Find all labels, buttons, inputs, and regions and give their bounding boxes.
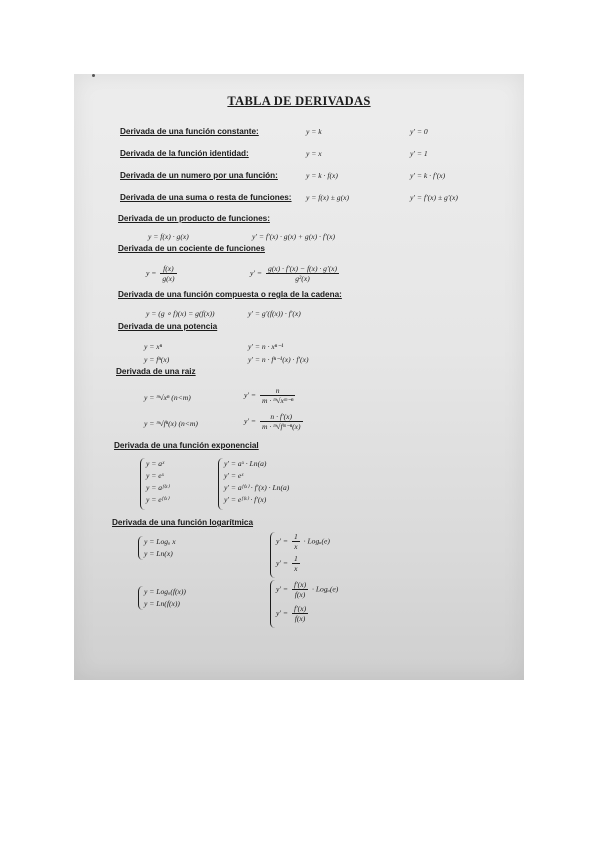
formula-log-group-1 [144, 536, 176, 560]
derivative-raiz-2-fraction [260, 412, 303, 431]
derivative-log-3-den: f(x) [294, 590, 306, 599]
brace-log-d1 [270, 532, 275, 578]
derivative-log-3 [276, 580, 338, 599]
derivative-cociente [250, 264, 341, 283]
derivative-log-1-fraction [292, 532, 300, 551]
formula-exponencial-4: y = eᶠ⁽ˣ⁾ [146, 495, 169, 504]
derivative-cociente-num: g(x) · f'(x) − f(x) · g'(x) [267, 264, 338, 273]
formula-cociente-num: f(x) [160, 264, 176, 274]
derivative-potencia-2: y' = n · fⁿ⁻¹(x) · f'(x) [248, 355, 309, 364]
derivative-raiz-2-num: n · f'(x) [260, 412, 303, 422]
derivative-producto: y' = f'(x) · g(x) + g(x) · f'(x) [252, 232, 336, 241]
derivative-log-3-prefix: y' = [276, 584, 289, 594]
heading-cociente: Derivada de un cociente de funciones [118, 244, 265, 253]
formula-log-1: y = Logₐ x [144, 537, 176, 546]
heading-logaritmica: Derivada de una función logarítmica [112, 518, 254, 527]
formula-numero: y = k · f(x) [306, 171, 338, 180]
formula-constante: y = k [306, 127, 322, 136]
derivative-raiz-1-prefix: y' = [244, 390, 257, 400]
formula-identidad: y = x [306, 149, 322, 158]
brace-log-f2 [138, 586, 143, 610]
heading-constante: Derivada de una función constante: [120, 127, 259, 136]
formula-exponencial-list [146, 458, 169, 506]
derivative-log-2-fraction [292, 554, 300, 573]
brace-exponencial-d [218, 458, 223, 510]
formula-exponencial-2: y = eˣ [146, 471, 164, 480]
derivative-cadena: y' = g'(f(x)) · f'(x) [248, 309, 301, 318]
formula-producto: y = f(x) · g(x) [148, 232, 189, 241]
derivative-log-4-num: f'(x) [293, 604, 307, 613]
formula-exponencial-1: y = aˣ [146, 459, 165, 468]
derivative-log-1 [276, 532, 330, 551]
derivative-log-1-num: 1 [293, 532, 298, 541]
formula-cociente-prefix: y = [146, 268, 157, 278]
page-title: TABLA DE DERIVADAS [227, 94, 371, 108]
formula-cociente [146, 264, 179, 283]
derivative-log-4 [276, 604, 310, 623]
derivative-constante: y' = 0 [410, 127, 428, 136]
derivative-log-1-den: x [294, 542, 298, 551]
derivative-exponencial-3: y' = aᶠ⁽ˣ⁾ · f'(x) · Ln(a) [224, 483, 290, 492]
derivative-cociente-den: g²(x) [295, 274, 310, 283]
derivative-log-3-fraction [292, 580, 308, 599]
derivative-log-2-prefix: y' = [276, 558, 289, 568]
heading-potencia: Derivada de una potencia [118, 322, 218, 331]
derivative-log-4-fraction [292, 604, 308, 623]
derivative-potencia-1: y' = n · xⁿ⁻¹ [248, 342, 284, 351]
derivative-identidad: y' = 1 [410, 149, 428, 158]
heading-cadena: Derivada de una función compuesta o regla de la cadena: [118, 290, 342, 299]
derivative-log-3-suffix: · Logₐ(e) [312, 584, 339, 594]
derivative-log-4-den: f(x) [294, 614, 306, 623]
brace-log-d2 [270, 580, 275, 628]
heading-identidad: Derivada de la función identidad: [120, 149, 249, 158]
heading-exponencial: Derivada de una función exponencial [114, 441, 259, 450]
heading-numero: Derivada de un numero por una función: [120, 171, 278, 180]
derivative-numero: y' = k · f'(x) [410, 171, 446, 180]
formula-log-4: y = Ln(f(x)) [144, 599, 180, 608]
derivative-log-2 [276, 554, 302, 573]
derivative-raiz-1 [244, 386, 297, 405]
derivative-exponencial-2: y' = eˣ [224, 471, 244, 480]
derivative-raiz-2-prefix: y' = [244, 416, 257, 426]
derivative-raiz-1-num: n [260, 386, 295, 396]
derivative-exponencial-list [224, 458, 289, 506]
formula-log-2: y = Ln(x) [144, 549, 173, 558]
derivative-log-2-num: 1 [293, 554, 298, 563]
heading-producto: Derivada de un producto de funciones: [118, 214, 270, 223]
formula-cadena: y = (g ∘ f)(x) = g(f(x)) [146, 309, 215, 318]
derivative-log-1-prefix: y' = [276, 536, 289, 546]
derivative-raiz-2-den: m · ᵐ√fᵐ⁻ⁿ(x) [261, 422, 301, 431]
derivative-suma: y' = f'(x) ± g'(x) [410, 193, 458, 202]
derivative-exponencial-1: y' = aˣ · Ln(a) [224, 459, 267, 468]
formula-raiz-2: y = ᵐ√fⁿ(x) (n<m) [144, 419, 198, 428]
brace-exponencial-f [140, 458, 145, 510]
derivative-log-4-prefix: y' = [276, 608, 289, 618]
formula-log-group-2 [144, 586, 186, 610]
derivative-cociente-prefix: y' = [250, 268, 263, 278]
formula-log-3: y = Logₐ(f(x)) [144, 587, 186, 596]
photographed-sheet [74, 74, 524, 680]
formula-raiz-1: y = ᵐ√xⁿ (n<m) [144, 393, 191, 402]
formula-exponencial-3: y = aᶠ⁽ˣ⁾ [146, 483, 170, 492]
formula-potencia-1: y = xⁿ [144, 342, 163, 351]
brace-log-f1 [138, 536, 143, 560]
derivative-log-2-den: x [294, 564, 298, 573]
heading-raiz: Derivada de una raiz [116, 367, 196, 376]
formula-potencia-2: y = fⁿ(x) [144, 355, 170, 364]
derivative-raiz-1-fraction [260, 386, 295, 405]
derivative-cociente-fraction [266, 264, 339, 283]
derivative-exponencial-4: y' = eᶠ⁽ˣ⁾ · f'(x) [224, 495, 267, 504]
derivative-log-1-suffix: · Logₐ(e) [303, 536, 330, 546]
formula-cociente-den: g(x) [162, 274, 175, 283]
speck-mark-icon [92, 74, 95, 77]
heading-suma: Derivada de una suma o resta de funciones: [120, 193, 292, 202]
formula-suma: y = f(x) ± g(x) [306, 193, 350, 202]
derivative-raiz-1-den: m · ᵐ√xᵐ⁻ⁿ [261, 396, 294, 405]
derivative-log-3-num: f'(x) [293, 580, 307, 589]
derivative-raiz-2 [244, 412, 305, 431]
formula-cociente-fraction [160, 264, 176, 283]
